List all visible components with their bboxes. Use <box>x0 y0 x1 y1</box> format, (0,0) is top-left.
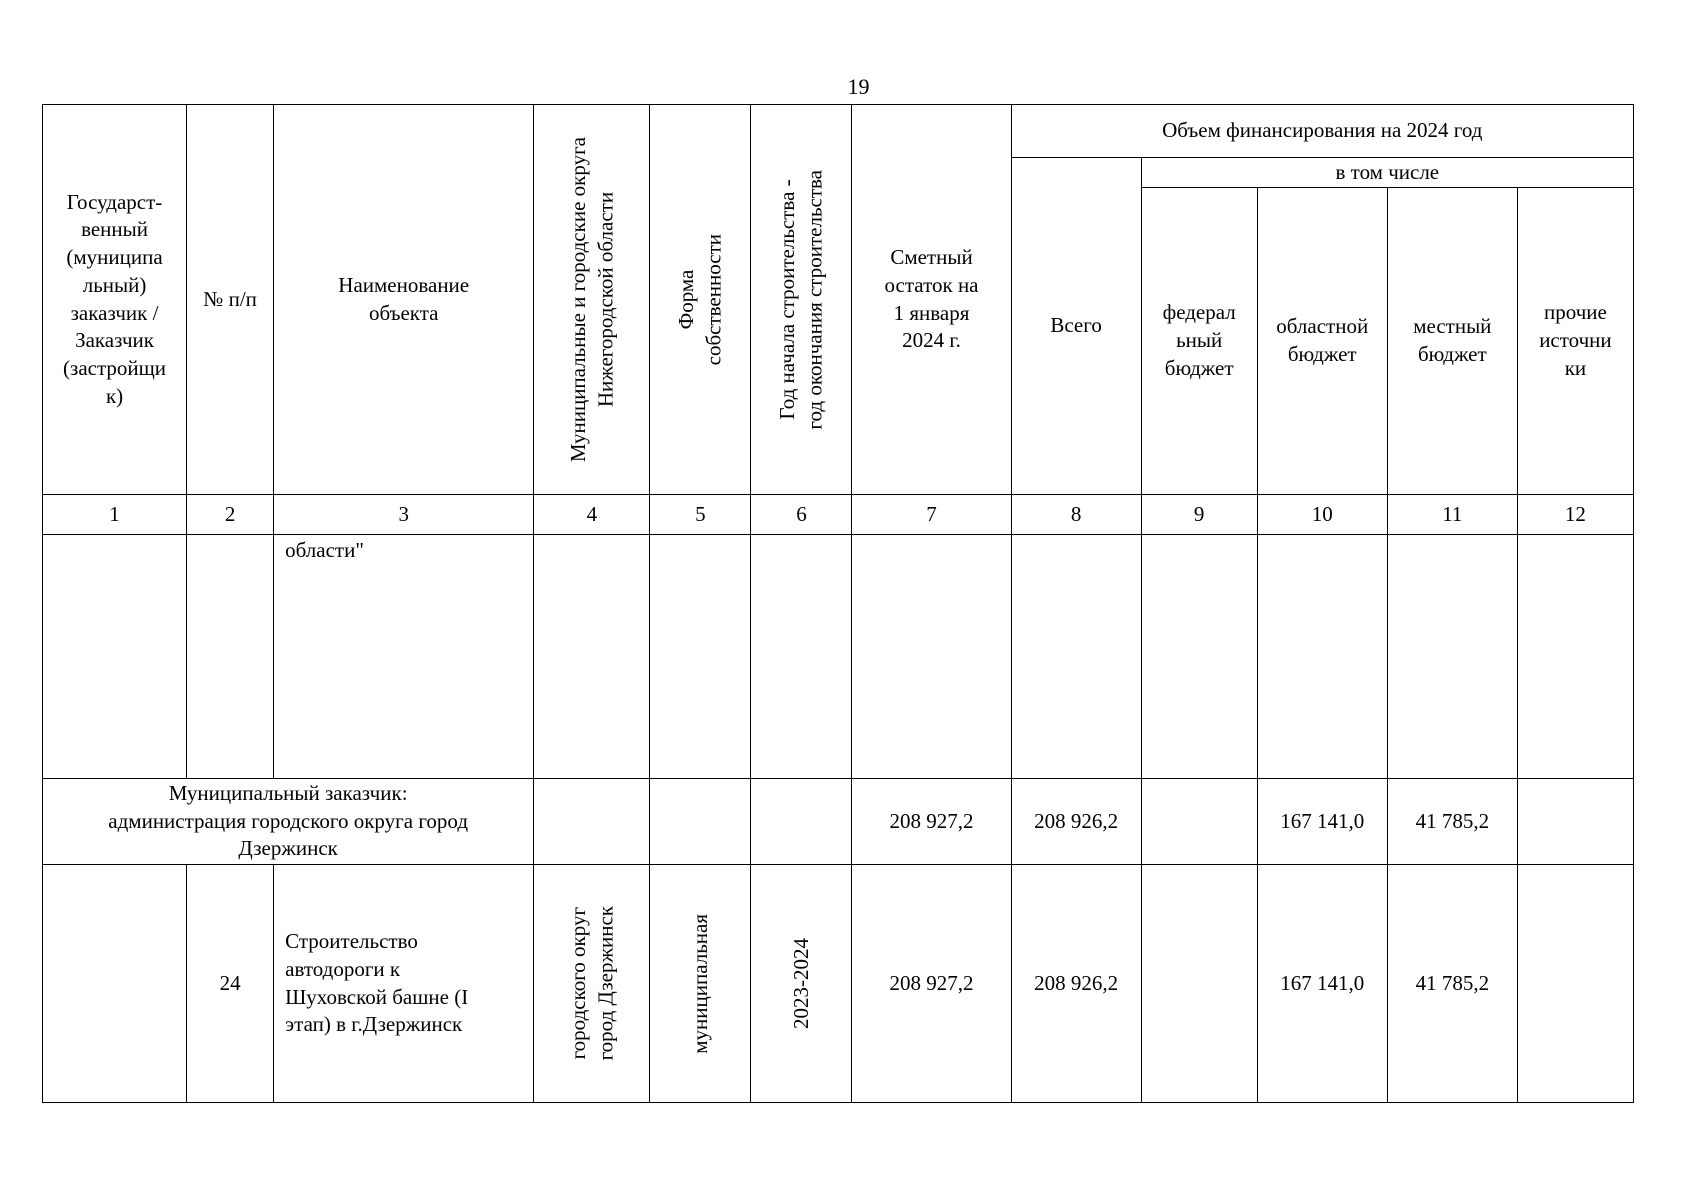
object-federal <box>1141 865 1257 1103</box>
empty-cell <box>1387 535 1517 779</box>
empty-cell <box>751 779 852 865</box>
object-local: 41 785,2 <box>1387 865 1517 1103</box>
column-number: 12 <box>1517 495 1633 535</box>
header-municipalities <box>534 105 650 495</box>
object-num: 24 <box>187 865 274 1103</box>
object-name: Строительство автодороги к Шуховской башне (I этап) в г.Дзержинск <box>274 865 534 1103</box>
column-number: 11 <box>1387 495 1517 535</box>
header-financing: Объем финансирования на 2024 год <box>1011 105 1633 158</box>
column-number: 6 <box>751 495 852 535</box>
object-municipality-text: городского округ город Дзержинск <box>565 906 617 1061</box>
header-ownership <box>650 105 751 495</box>
empty-cell <box>534 535 650 779</box>
object-years <box>751 865 852 1103</box>
object-years-text: 2023-2024 <box>788 938 813 1029</box>
header-estimate: Сметный остаток на 1 января 2024 г. <box>852 105 1011 495</box>
empty-cell <box>187 535 274 779</box>
object-ownership-text: муниципальная <box>687 913 712 1054</box>
empty-cell <box>1141 535 1257 779</box>
customer-regional: 167 141,0 <box>1257 779 1387 865</box>
column-number: 10 <box>1257 495 1387 535</box>
header-municipalities-text: Муниципальные и городские округа Нижегородской области <box>565 136 617 463</box>
header-num: № п/п <box>187 105 274 495</box>
customer-row <box>43 779 1634 865</box>
column-number: 7 <box>852 495 1011 535</box>
header-years <box>751 105 852 495</box>
column-number: 5 <box>650 495 751 535</box>
customer-local: 41 785,2 <box>1387 779 1517 865</box>
continuation-row <box>43 535 1634 779</box>
empty-cell <box>751 535 852 779</box>
header-regional: областной бюджет <box>1257 188 1387 495</box>
customer-label: Муниципальный заказчик: администрация городского округа город Дзержинск <box>43 779 534 865</box>
column-number: 1 <box>43 495 187 535</box>
customer-federal <box>1141 779 1257 865</box>
empty-cell <box>43 865 187 1103</box>
column-number: 9 <box>1141 495 1257 535</box>
empty-cell <box>852 535 1011 779</box>
empty-cell <box>1257 535 1387 779</box>
object-estimate: 208 927,2 <box>852 865 1011 1103</box>
header-row <box>43 105 1634 158</box>
object-row <box>43 865 1634 1103</box>
header-total: Всего <box>1011 158 1141 495</box>
empty-cell <box>534 779 650 865</box>
header-years-text: Год начала строительства - год окончания строительства <box>775 169 827 430</box>
header-ownership-text: Форма собственности <box>674 233 726 366</box>
column-numbers-row <box>43 495 1634 535</box>
header-other: прочие источни ки <box>1517 188 1633 495</box>
column-number: 4 <box>534 495 650 535</box>
header-object-name: Наименование объекта <box>274 105 534 495</box>
object-ownership <box>650 865 751 1103</box>
empty-cell <box>650 779 751 865</box>
empty-cell <box>1517 535 1633 779</box>
continuation-object-name: области" <box>274 535 534 779</box>
financing-table <box>42 104 1634 1103</box>
column-number: 2 <box>187 495 274 535</box>
empty-cell <box>43 535 187 779</box>
column-number: 8 <box>1011 495 1141 535</box>
column-number: 3 <box>274 495 534 535</box>
empty-cell <box>650 535 751 779</box>
object-other <box>1517 865 1633 1103</box>
header-local: местный бюджет <box>1387 188 1517 495</box>
page-number: 19 <box>847 74 870 99</box>
customer-other <box>1517 779 1633 865</box>
header-including: в том числе <box>1141 158 1633 188</box>
object-municipality <box>534 865 650 1103</box>
header-federal: федерал ьный бюджет <box>1141 188 1257 495</box>
object-total: 208 926,2 <box>1011 865 1141 1103</box>
customer-estimate: 208 927,2 <box>852 779 1011 865</box>
empty-cell <box>1011 535 1141 779</box>
customer-total: 208 926,2 <box>1011 779 1141 865</box>
object-regional: 167 141,0 <box>1257 865 1387 1103</box>
header-customer: Государст- венный (муниципа льный) заказчик / Заказчик (застройщи к) <box>43 105 187 495</box>
